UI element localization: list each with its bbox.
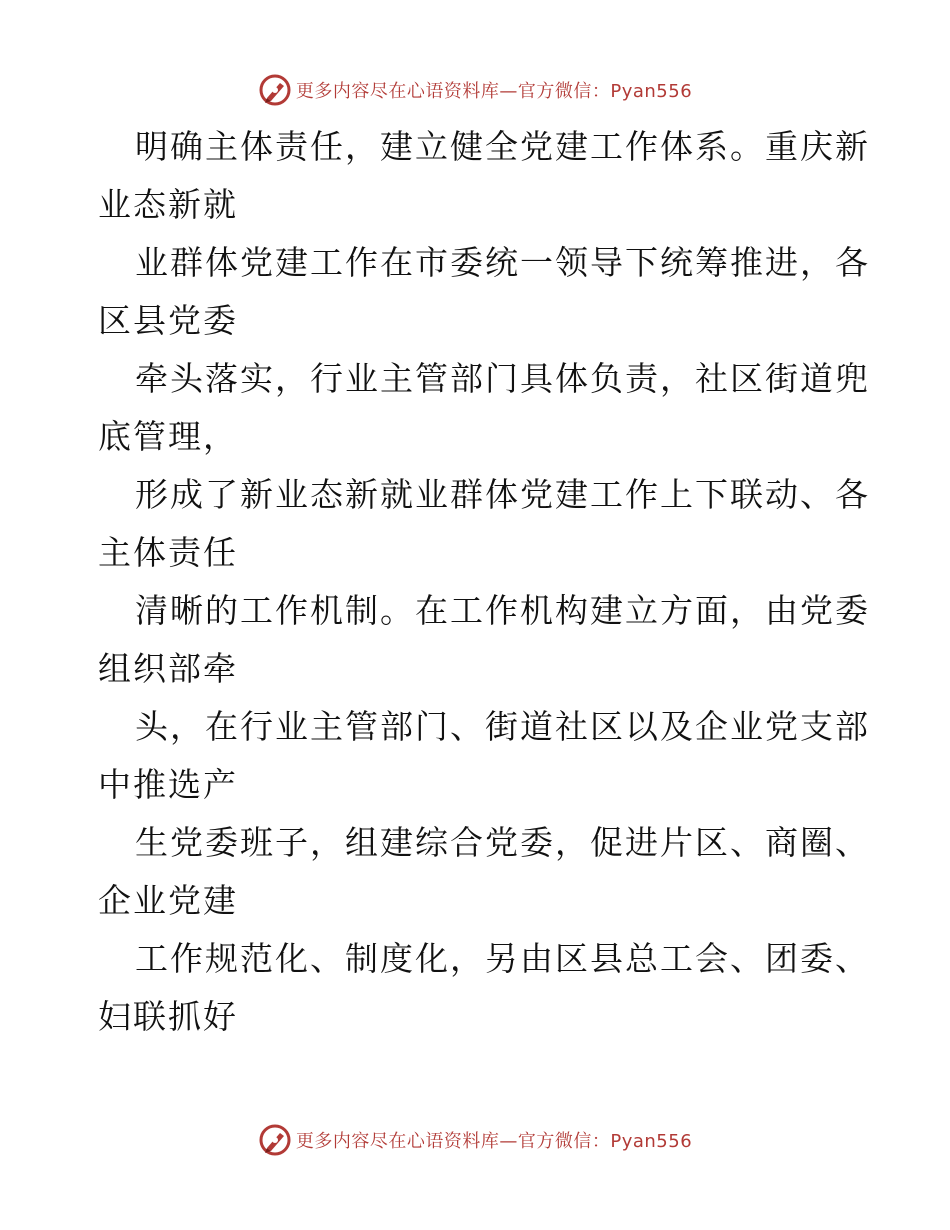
body-line: 牵头落实，行业主管部门具体负责，社区街道兜 (135, 359, 870, 398)
footer-banner (0, 1120, 950, 1160)
pen-logo-icon (258, 1123, 292, 1157)
body-line: 妇联抓好 (98, 997, 238, 1036)
body-line: 明确主体责任，建立健全党建工作体系。重庆新 (135, 127, 870, 166)
body-line: 形成了新业态新就业群体党建工作上下联动、各 (135, 475, 870, 514)
body-line: 业态新就 (98, 185, 238, 224)
body-line: 组织部牵 (98, 649, 238, 688)
body-line: 中推选产 (98, 765, 238, 804)
body-line: 业群体党建工作在市委统一领导下统筹推进，各 (135, 243, 870, 282)
body-line: 主体责任 (98, 533, 238, 572)
body-line: 工作规范化、制度化，另由区县总工会、团委、 (135, 939, 870, 978)
header-site-text: 更多内容尽在心语资料库—官方微信：Pyan556 (295, 81, 693, 102)
footer-site-text: 更多内容尽在心语资料库—官方微信：Pyan556 (295, 1131, 693, 1152)
body-line: 区县党委 (98, 301, 238, 340)
body-line: 企业党建 (98, 881, 238, 920)
body-line: 头，在行业主管部门、街道社区以及企业党支部 (135, 707, 870, 746)
body-line: 清晰的工作机制。在工作机构建立方面，由党委 (135, 591, 870, 630)
header-banner (0, 70, 950, 110)
body-line: 生党委班子，组建综合党委，促进片区、商圈、 (135, 823, 870, 862)
body-line: 底管理， (98, 417, 238, 456)
pen-logo-icon (258, 73, 292, 107)
document-body (98, 118, 870, 1046)
